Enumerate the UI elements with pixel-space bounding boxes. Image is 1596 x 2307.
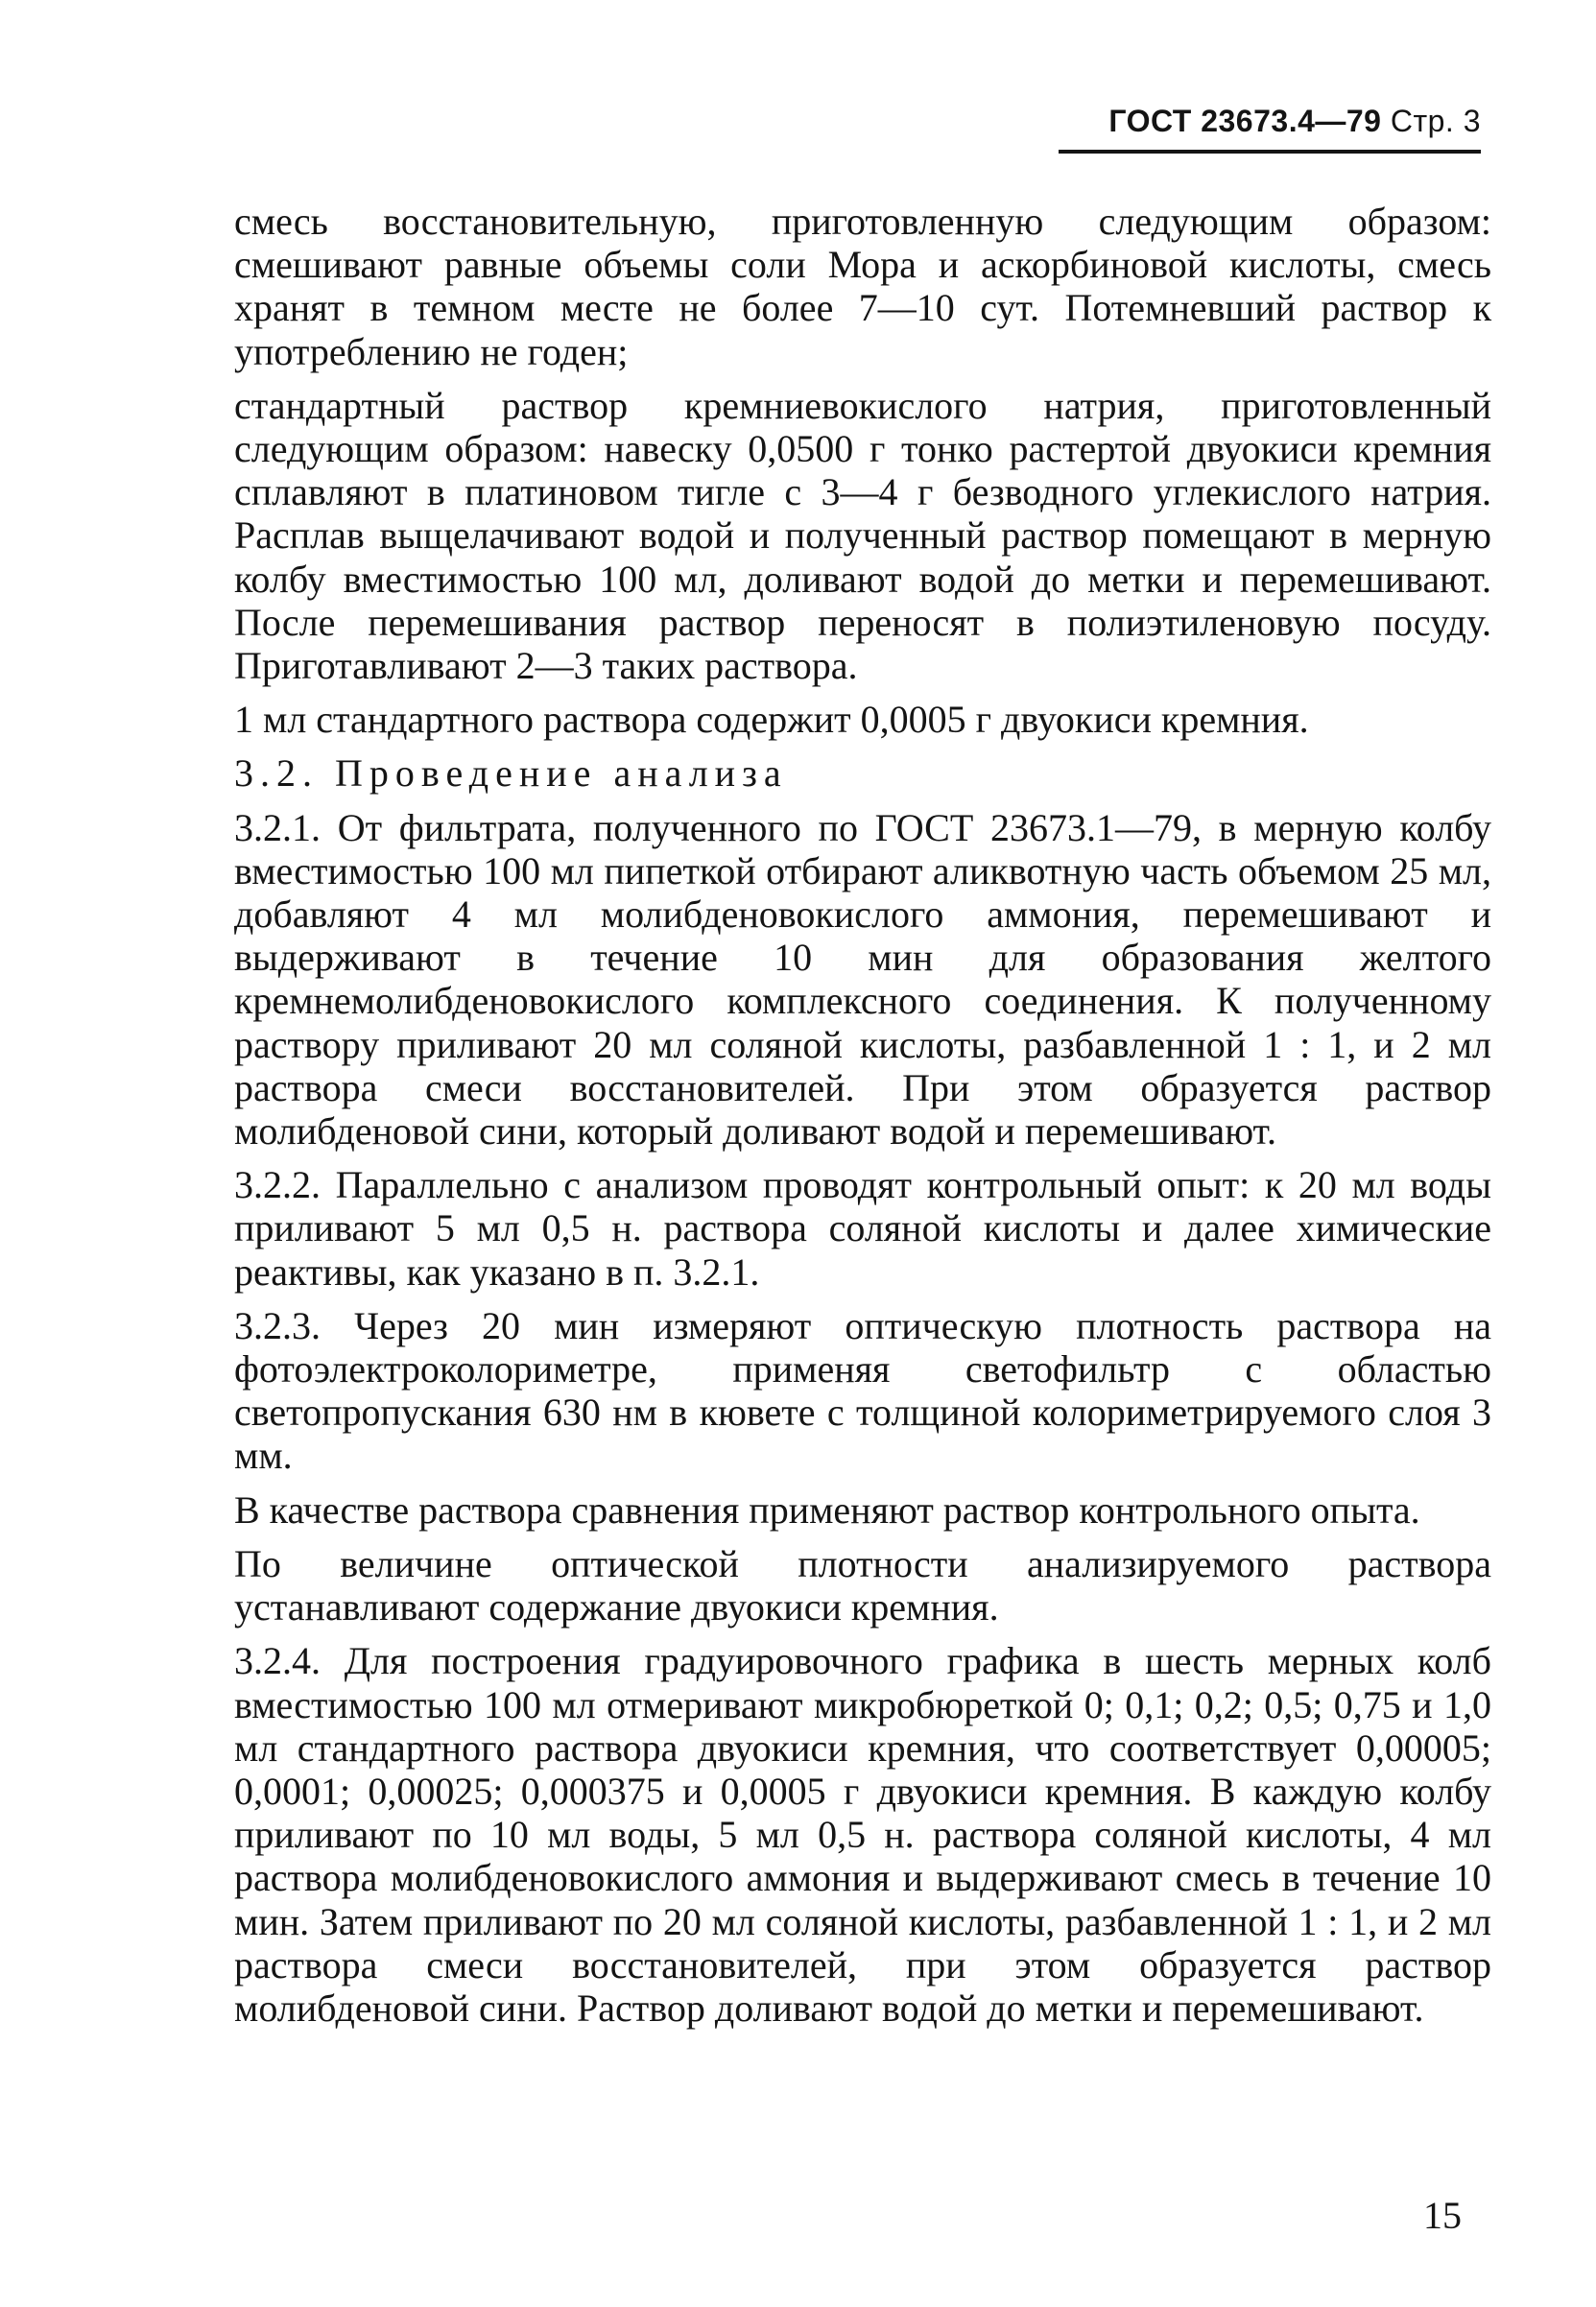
paragraph-standard-solution: стандартный раствор кремниевокислого натрия, приготовленный следующим образом: навеску 0,0500 г тонко растертой двуокиси кремния сплавляют в платиновом тигле с 3—4 г безводного углекислого натрия. Расплав выщелачивают водой и полученный раствор помещают в мерную колбу вместимостью 100 мл, доливают водой до метки и перемешивают. После перемешивания раствор переносят в полиэтиленовую посуду. Приготавливают 2—3 таких раствора. [234,383,1491,688]
paragraph-3-2-4: 3.2.4. Для построения градуировочного графика в шесть мерных колб вместимостью 100 мл отмеривают микробюреткой 0; 0,1; 0,2; 0,5; 0,75 и 1,0 мл стандартного раствора двуокиси кремния, что соответствует 0,00005; 0,0001; 0,00025; 0,000375 и 0,0005 г двуокиси кремния. В каждую колбу приливают по 10 мл воды, 5 мл 0,5 н. раствора соляной кислоты, 4 мл раствора молибденовокислого аммония и выдерживают смесь в течение 10 мин. Затем приливают по 20 мл соляной кислоты, разбавленной 1 : 1, и 2 мл раствора смеси восстановителей, при этом образуется раствор молибденовой сини. Раствор доливают водой до метки и перемешивают. [234,1639,1491,2030]
paragraph-3-2-3: 3.2.3. Через 20 мин измеряют оптическую плотность раствора на фотоэлектроколориметре, применяя светофильтр с областью светопропускания 630 нм в кювете с толщиной колориметрируемого слоя 3 мм. [234,1303,1491,1478]
paragraph-reference-solution: В качестве раствора сравнения применяют раствор контрольного опыта. [234,1487,1420,1532]
header-rule [1059,150,1481,154]
body-text [234,200,1491,2030]
section-heading-analysis: 3.2. Проведение анализа [234,751,788,796]
paragraph-3-2-2: 3.2.2. Параллельно с анализом проводят контрольный опыт: к 20 мл воды приливают 5 мл 0,5 н. раствора соляной кислоты и далее химические реактивы, как указано в п. 3.2.1. [234,1163,1491,1294]
page-number: 15 [1423,2194,1462,2237]
paragraph-3-2-1: 3.2.1. От фильтрата, полученного по ГОСТ 23673.1—79, в мерную колбу вместимостью 100 мл пипеткой отбирают аликвотную часть объемом 25 мл, добавляют 4 мл молибденовокислого аммония, перемешивают и выдерживают в течение 10 мин для образования желтого кремнемолибденовокислого комплексного соединения. К полученному раствору приливают 20 мл соляной кислоты, разбавленной 1 : 1, и 2 мл раствора смеси восстановителей. При этом образуется раствор молибденовой сини, который доливают водой и перемешивают. [234,805,1491,1154]
paragraph-optical-density: По величине оптической плотности анализируемого раствора устанавливают содержание двуокиси кремния. [234,1541,1491,1629]
running-header [1108,104,1481,139]
standard-number: ГОСТ 23673.4—79 [1108,104,1382,138]
paragraph-standard-concentration: 1 мл стандартного раствора содержит 0,0005 г двуокиси кремния. [234,698,1309,742]
paragraph-reducing-mixture: смесь восстановительную, приготовленную следующим образом: смешивают равные объемы соли Мора и аскорбиновой кислоты, смесь хранят в темном месте не более 7—10 сут. Потемневший раствор к употреблению не годен; [234,200,1491,373]
page-label: Стр. 3 [1390,104,1481,138]
